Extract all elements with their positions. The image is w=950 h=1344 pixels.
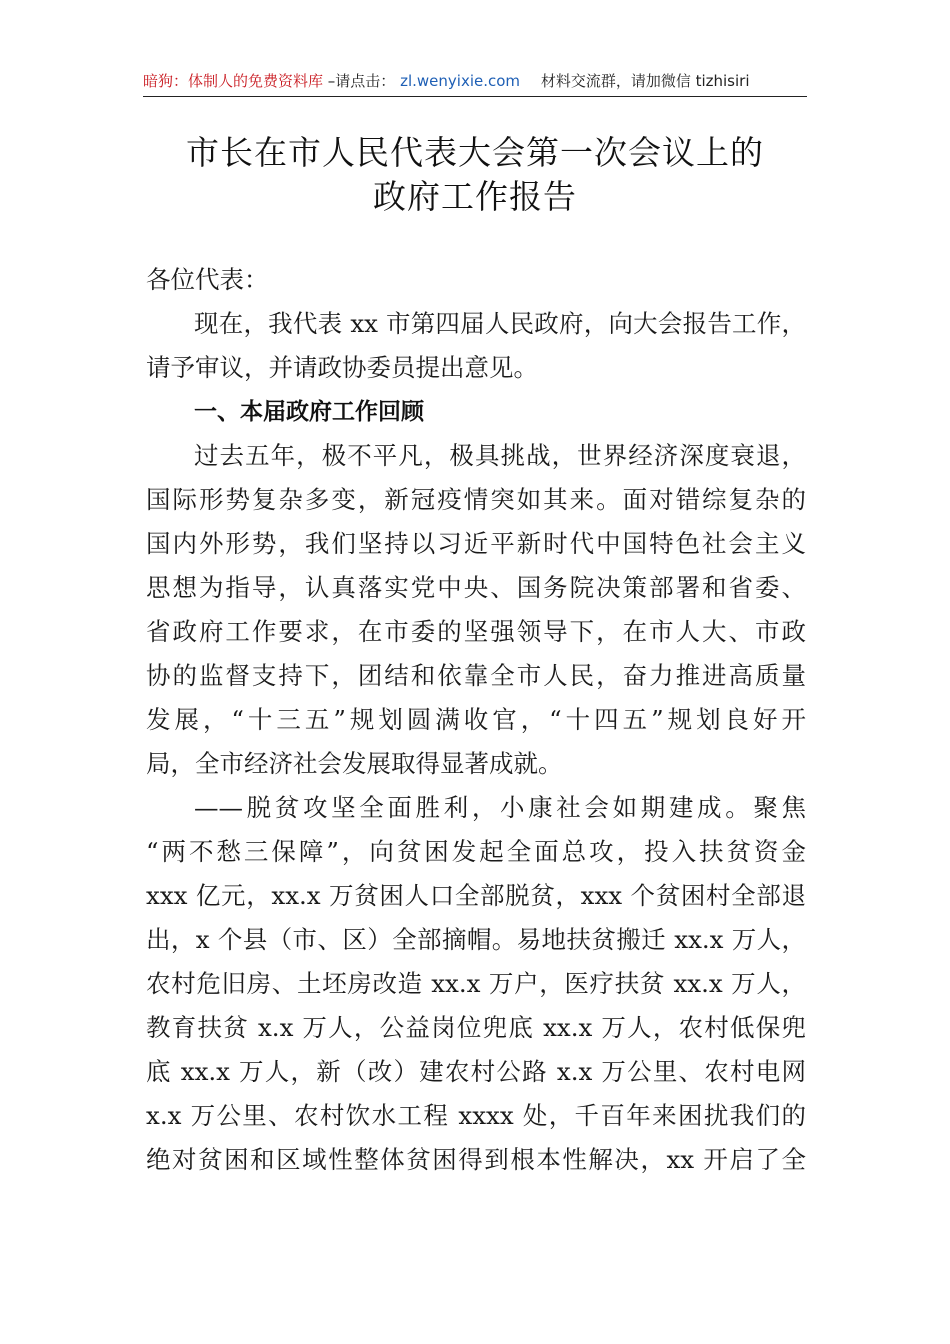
paragraph-line: 出，x 个县（市、区）全部摘帽。易地扶贫搬迁 xx.x 万人， [146,925,806,954]
paragraph-line: 国际形势复杂多变，新冠疫情突如其来。面对错综复杂的 [146,485,806,514]
header-brand: 暗狗：体制人的免费资料库 [143,72,324,90]
paragraph-line: 思想为指导，认真落实党中央、国务院决策部署和省委、 [146,573,806,602]
paragraph-line: 教育扶贫 x.x 万人，公益岗位兜底 xx.x 万人，农村低保兜 [146,1013,806,1042]
document-title-line-2: 政府工作报告 [373,177,577,216]
paragraph-line: 国内外形势，我们坚持以习近平新时代中国特色社会主义 [146,529,806,558]
page-header [143,68,807,97]
paragraph-line: 农村危旧房、土坯房改造 xx.x 万户，医疗扶贫 xx.x 万人， [146,969,806,998]
paragraph-line: x.x 万公里、农村饮水工程 xxxx 处，千百年来困扰我们的 [146,1101,806,1130]
paragraph-line: 发展，“十三五”规划圆满收官，“十四五”规划良好开 [146,705,806,734]
paragraph-line: 协的监督支持下，团结和依靠全市人民，奋力推进高质量 [146,661,806,690]
paragraph-line: 底 xx.x 万人，新（改）建农村公路 x.x 万公里、农村电网 [146,1057,806,1086]
salutation: 各位代表： [146,265,269,294]
header-wechat-note: 材料交流群，请加微信 tizhisiri [540,72,750,90]
paragraph-line: xxx 亿元，xx.x 万贫困人口全部脱贫，xxx 个贫困村全部退 [146,881,806,910]
document-title-line-1: 市长在市人民代表大会第一次会议上的 [186,133,764,172]
paragraph-line: ——脱贫攻坚全面胜利，小康社会如期建成。聚焦 [194,793,806,822]
paragraph-line: 省政府工作要求，在市委的坚强领导下，在市人大、市政 [146,617,806,646]
intro-line: 现在，我代表 xx 市第四届人民政府，向大会报告工作， [194,309,806,338]
paragraph-line: “两不愁三保障”，向贫困发起全面总攻，投入扶贫资金 [146,837,806,866]
intro-line: 请予审议，并请政协委员提出意见。 [146,353,538,382]
paragraph-line: 绝对贫困和区域性整体贫困得到根本性解决，xx 开启了全 [146,1145,806,1174]
paragraph-line: 局，全市经济社会发展取得显著成就。 [146,749,563,778]
paragraph-line: 过去五年，极不平凡，极具挑战，世界经济深度衰退， [194,441,806,470]
section-heading: 一、本届政府工作回顾 [194,399,424,425]
header-link[interactable]: zl.wenyixie.com [400,72,521,90]
header-click-prompt: –请点击： [327,72,396,90]
